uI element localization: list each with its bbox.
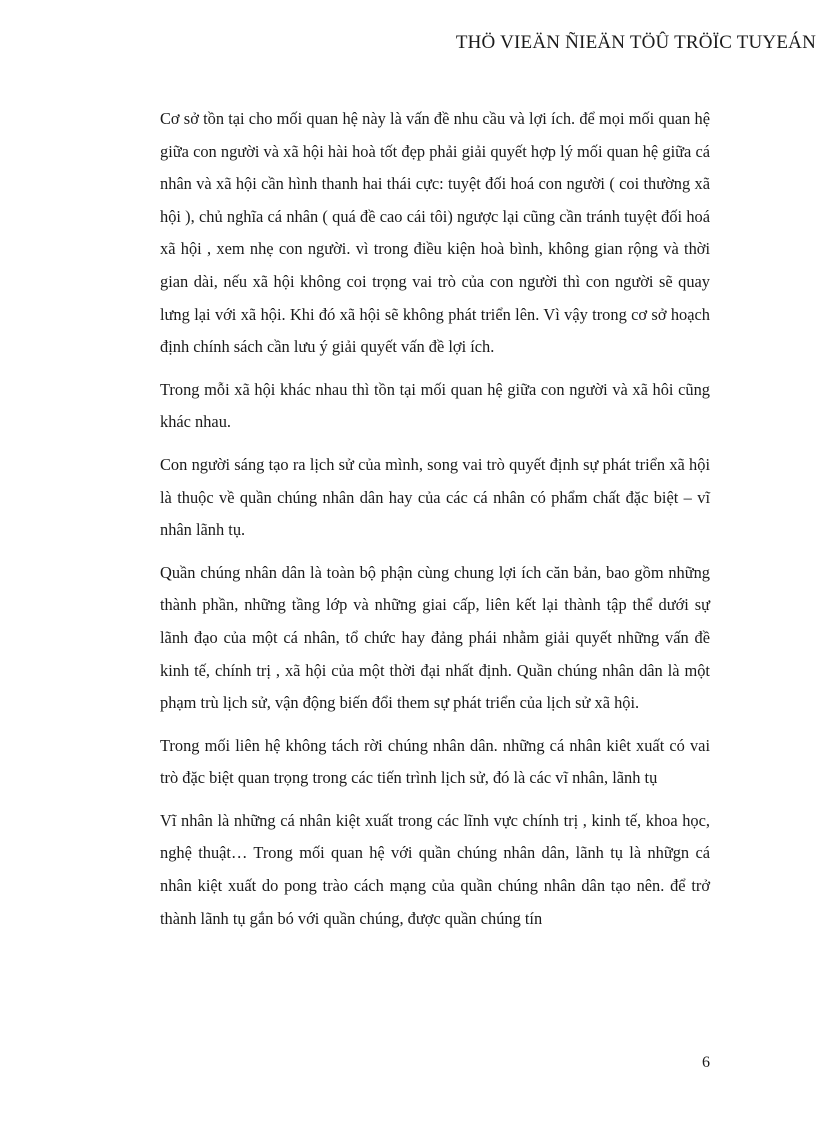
paragraph-2: Trong mỗi xã hội khác nhau thì tồn tại mối quan hệ giữa con người và xã hôi cũng khác nhau.	[160, 379, 710, 432]
paragraph-6: Vĩ nhân là những cá nhân kiệt xuất trong các lĩnh vực chính trị , kinh tế, khoa học, nghệ thuật… Trong mối quan hệ với quần chúng nhân dân, lãnh tụ là nhữgn cá nhân kiệt xuất do pong trào cách mạng của quần chúng nhân dân tạo nên. để trở thành lãnh tụ gắn bó với quần chúng, được quần chúng tín	[160, 810, 710, 928]
paragraph-4: Quần chúng nhân dân là toàn bộ phận cùng chung lợi ích căn bản, bao gồm những thành phần, những tầng lớp và những giai cấp, liên kết lại thành tập thể dưới sự lãnh đạo của một cá nhân, tổ chức hay đảng phái nhằm giải quyết những vấn đề kinh tế, chính trị , xã hội của một thời đại nhất định. Quần chúng nhân dân là một phạm trù lịch sử, vận động biến đổi them sự phát triển của lịch sử xã hội.	[160, 562, 710, 713]
page-header: THÖ VIEÄN ÑIEÄN TÖÛ TRÖÏC TUYEÁN	[455, 32, 816, 53]
page-number: 6	[702, 1054, 710, 1071]
body-text	[160, 103, 710, 945]
paragraph-3: Con người sáng tạo ra lịch sử của mình, song vai trò quyết định sự phát triển xã hội là thuộc về quần chúng nhân dân hay của các cá nhân có phẩm chất đặc biệt – vĩ nhân lãnh tụ.	[160, 454, 710, 540]
paragraph-5: Trong mối liên hệ không tách rời chúng nhân dân. những cá nhân kiêt xuất có vai trò đặc biệt quan trọng trong các tiến trình lịch sử, đó là các vĩ nhân, lãnh tụ	[160, 735, 710, 788]
paragraph-1: Cơ sở tồn tại cho mối quan hệ này là vấn đề nhu cầu và lợi ích. để mọi mối quan hệ giữa con người và xã hội hài hoà tốt đẹp phải giải quyết hợp lý mối quan hệ giữa cá nhân và xã hội cần hình thanh hai thái cực: tuyệt đối hoá con người ( coi thường xã hội ), chủ nghĩa cá nhân ( quá đề cao cái tôi) ngược lại cũng cần tránh tuyệt đối hoá xã hội , xem nhẹ con người. vì trong điều kiện hoà bình, không gian rộng và thời gian dài, nếu xã hội không coi trọng vai trò của con người thì con người sẽ quay lưng lại với xã hội. Khi đó xã hội sẽ không phát triển lên. Vì vậy trong cơ sở hoạch định chính sách cần lưu ý giải quyết vấn đề lợi ích.	[160, 109, 710, 357]
